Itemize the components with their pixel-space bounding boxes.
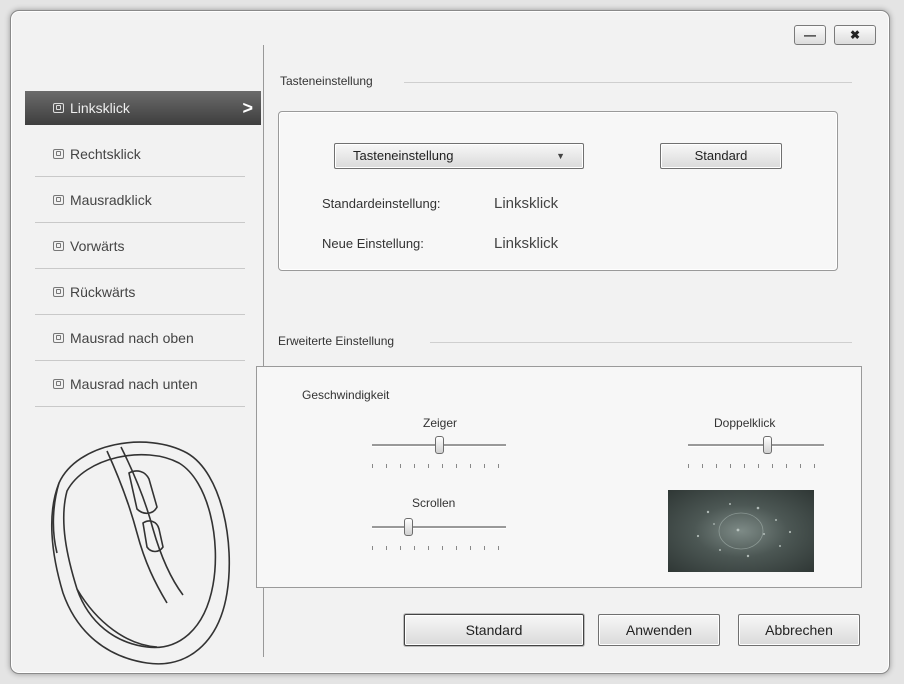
- sidebar-item-rechtsklick[interactable]: [25, 131, 261, 177]
- chevron-down-icon: ▼: [556, 151, 565, 161]
- sidebar-item-label: Mausradklick: [70, 192, 152, 208]
- sidebar-nav: [25, 91, 261, 407]
- sidebar-item-label: Rückwärts: [70, 284, 136, 300]
- sidebar-item-label: Mausrad nach oben: [70, 330, 194, 346]
- slider-track: [688, 444, 824, 447]
- new-setting-label: Neue Einstellung:: [322, 236, 424, 251]
- standard-button[interactable]: Standard: [404, 614, 584, 646]
- sidebar-item-label: Mausrad nach unten: [70, 376, 198, 392]
- advanced-settings-group-title: Erweiterte Einstellung: [278, 334, 395, 348]
- doubleclick-speed-label: Doppelklick: [714, 416, 776, 430]
- pointer-speed-label: Zeiger: [423, 416, 458, 430]
- mouse-button-icon: [53, 149, 64, 159]
- slider-track: [372, 526, 506, 529]
- sidebar-item-mausrad-nach-unten[interactable]: [25, 361, 261, 407]
- mouse-button-icon: [53, 287, 64, 297]
- speed-section-title: Geschwindigkeit: [302, 388, 390, 402]
- button-settings-group-title: Tasteneinstellung: [280, 74, 373, 88]
- button-assignment-dropdown[interactable]: [334, 143, 584, 169]
- sidebar-item-vorwaerts[interactable]: [25, 223, 261, 269]
- scroll-speed-label: Scrollen: [412, 496, 456, 510]
- dropdown-value: Tasteneinstellung: [353, 148, 454, 163]
- apply-button[interactable]: Anwenden: [598, 614, 720, 646]
- new-setting-value: Linksklick: [494, 235, 559, 252]
- slider-ticks: [688, 464, 824, 468]
- sidebar-item-label: Linksklick: [70, 100, 130, 116]
- slider-ticks: [372, 464, 506, 468]
- sidebar-item-mausradklick[interactable]: [25, 177, 261, 223]
- dots-pattern-icon: [668, 490, 814, 572]
- slider-ticks: [372, 546, 506, 550]
- default-setting-label: Standardeinstellung:: [322, 196, 441, 211]
- mouse-illustration: [37, 433, 247, 669]
- mouse-button-icon: [53, 241, 64, 251]
- slider-thumb[interactable]: [435, 436, 444, 454]
- default-setting-value: Linksklick: [494, 195, 559, 212]
- chevron-right-icon: >: [242, 98, 253, 118]
- mouse-button-icon: [53, 195, 64, 205]
- slider-thumb[interactable]: [763, 436, 772, 454]
- doubleclick-test-area[interactable]: [668, 490, 814, 572]
- sidebar-item-mausrad-nach-oben[interactable]: [25, 315, 261, 361]
- sidebar-item-label: Vorwärts: [70, 238, 125, 254]
- minimize-button[interactable]: —: [794, 25, 826, 45]
- cancel-button[interactable]: Abbrechen: [738, 614, 860, 646]
- sidebar-item-rueckwaerts[interactable]: [25, 269, 261, 315]
- group-separator: [404, 82, 852, 83]
- sidebar-item-linksklick[interactable]: [25, 91, 261, 125]
- sidebar-item-label: Rechtsklick: [70, 146, 141, 162]
- slider-thumb[interactable]: [404, 518, 413, 536]
- close-button[interactable]: ✖: [834, 25, 876, 45]
- mouse-button-icon: [53, 333, 64, 343]
- mouse-button-icon: [53, 379, 64, 389]
- mouse-button-icon: [53, 103, 64, 113]
- group-separator: [430, 342, 852, 343]
- reset-button-standard[interactable]: Standard: [660, 143, 782, 169]
